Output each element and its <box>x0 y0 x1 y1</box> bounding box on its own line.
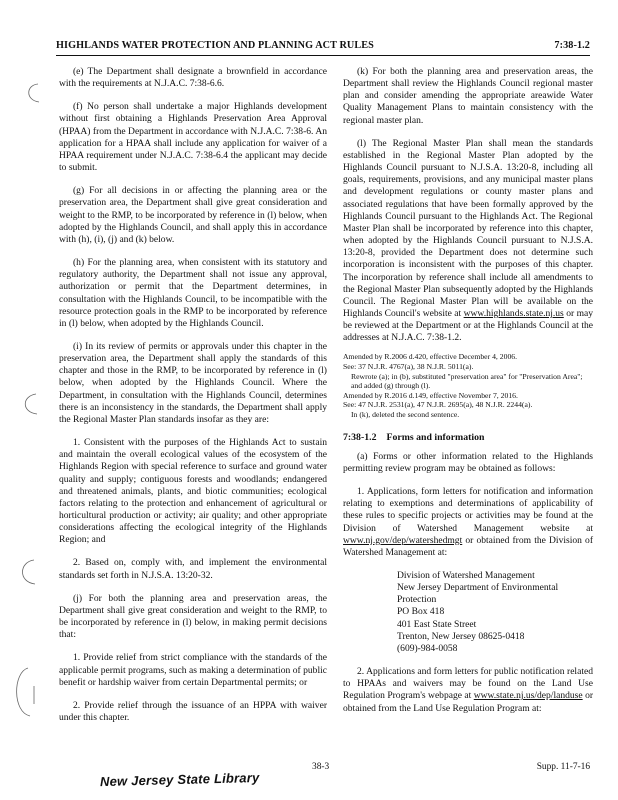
margin-mark-icon <box>14 558 38 586</box>
address-line: PO Box 418 <box>397 606 445 618</box>
right-column <box>343 66 593 726</box>
paragraph-a-2 <box>343 666 593 715</box>
history-line: See: 47 N.J.R. 2531(a), 47 N.J.R. 2695(a), 48 N.J.R. 2244(a). <box>343 400 533 410</box>
history-line: Amended by R.2016 d.149, effective November 7, 2016. <box>343 390 518 400</box>
margin-mark-icon <box>18 392 40 416</box>
paragraph-k: (k) For both the planning area and preservation areas, the Department shall review the Highlands Council regional master plan and consider amending the appropriate areawide Water Quality Management Plans to maintain consistency with the regional master plan. <box>343 66 593 126</box>
paragraph-l-end: or may be reviewed at the Department or at the Highlands Council at the addresses at N.J.A.C. 7:38-1.2. <box>343 307 594 344</box>
highlands-website-link[interactable]: www.highlands.state.nj.us <box>463 307 564 319</box>
section-heading-number: 7:38-1.2 <box>343 431 377 443</box>
history-line: In (k), deleted the second sentence. <box>351 410 460 419</box>
history-line: Amended by R.2006 d.420, effective December 4, 2006. <box>343 352 518 362</box>
paragraph-h: (h) For the planning area, when consistent with its statutory and regulatory authority, the Department shall not issue any approval, authorization or permit that the Department determines, in consultation with the Highlands Council, to be incompatible with the resource protection goals in the RMP to be incorporated by reference in (l) below, when adopted by the Highlands Council. <box>59 257 327 329</box>
section-heading-title: Forms and information <box>386 431 485 443</box>
paragraph-i-2: 2. Based on, comply with, and implement the environmental standards set forth in N.J.S.A. 13:20-32. <box>59 557 327 581</box>
division-address <box>397 570 593 655</box>
margin-mark-icon <box>22 82 42 104</box>
margin-mark-icon <box>8 664 38 720</box>
running-header <box>56 39 590 56</box>
header-title: HIGHLANDS WATER PROTECTION AND PLANNING ACT RULES <box>56 40 374 51</box>
amendment-history <box>343 352 593 419</box>
address-line: (609)-984-0058 <box>397 642 458 654</box>
paragraph-i-1: 1. Consistent with the purposes of the Highlands Act to sustain and maintain the overall ecological values of the ecosystem of the Highlands Region with special reference to surface and ground water quality and supply; contiguous forests and woodlands; endangered and threatened animals, plants, and biotic communities; ecological factors relating to the protection and enhancement of agricultural or horticultural production or activity; air quality; and other appropriate considerations affecting the ecological integrity of the Highlands Region; and <box>59 437 327 546</box>
address-line: 401 East State Street <box>397 618 477 630</box>
paragraph-a-1 <box>343 486 593 559</box>
page-number: 38-3 <box>312 762 330 772</box>
history-line: Rewrote (a); in (b), substituted "preservation area" for "Preservation Area"; and added (g) through (l). <box>351 371 583 391</box>
paragraph-a-1-text: 1. Applications, form letters for notification and information relating to exemptions and determinations of applicability of these rules to specific projects or activities may be found at the Division of Watershed Management website at <box>343 486 593 534</box>
supplement-date: Supp. 11-7-16 <box>536 762 590 772</box>
watershed-website-link[interactable]: www.nj.gov/dep/watershedmgt <box>343 534 463 546</box>
paragraph-e: (e) The Department shall designate a brownfield in accordance with the requirements at N.J.A.C. 7:38-6.6. <box>59 66 327 90</box>
header-section-number: 7:38-1.2 <box>554 40 590 51</box>
left-column <box>59 66 327 735</box>
paragraph-a-2-text: 2. Applications and form letters for public notification related to HPAAs and waivers may be found on the Land Use Regulation Program's webpage at <box>343 666 593 702</box>
paragraph-j: (j) For both the planning area and preservation areas, the Department shall give great consideration and weight to the RMP, to be incorporated by reference in (l) below, in making permit decisions that: <box>59 592 327 641</box>
paragraph-a-2-end: or obtained from the Land Use Regulation Program at: <box>343 690 594 714</box>
paragraph-g: (g) For all decisions in or affecting the planning area or the preservation area, the Department shall give great consideration and weight to the RMP, to be incorporated by reference in (l) below, when adopted by the Highlands Council, and shall apply this in accordance with (h), (i), (j) and (k) below. <box>59 185 327 245</box>
paragraph-a: (a) Forms or other information related to the Highlands permitting review program may be obtained as follows: <box>343 450 593 474</box>
landuse-website-link[interactable]: www.state.nj.us/dep/landuse <box>473 690 583 702</box>
paragraph-j-2: 2. Provide relief through the issuance of an HPPA with waiver under this chapter. <box>59 699 327 724</box>
paragraph-l-text: (l) The Regional Master Plan shall mean the standards established in the Regional Master Plan adopted by the Highlands Council pursuant to N.J.S.A. 13:20-8, including all goals, requirements, provisions, and any municipal master plans and development regulations or county master plans and associated regulations that have been formally approved by the Highlands Council pursuant to the Highlands Act. The Regional Master Plan shall be incorporated by reference into this chapter, when adopted by the Highlands Council pursuant to N.J.S.A. 13:20-8, provided the Department does not determine such incorporation is inconsistent with the purposes of this chapter. The incorporation by reference shall include all amendments to the Regional Master Plan subsequently adopted by the Highlands Council. The Regional Master Plan will be available on the Highlands Council's website at <box>343 137 593 319</box>
library-stamp: New Jersey State Library <box>99 769 260 790</box>
address-line: Division of Watershed Management <box>397 570 535 581</box>
address-line: Trenton, New Jersey 08625-0418 <box>397 630 525 642</box>
paragraph-j-1: 1. Provide relief from strict compliance with the standards of the applicable permit programs, such as making a determination of public benefit or hardship waiver from certain Departmental permits; or <box>59 652 327 688</box>
paragraph-i: (i) In its review of permits or approvals under this chapter in the preservation area, the Department shall apply the standards of this chapter and those in the RMP, to be incorporated by reference in (l) below, when adopted by the Highlands Council. Where the Department, in consultation with the Highlands Council, determines there is an inconsistency in the standards, the Department shall apply the Regional Master Plan standards insofar as they are: <box>59 340 327 425</box>
section-heading <box>343 432 593 444</box>
paragraph-f: (f) No person shall undertake a major Highlands development without first obtaining a Highlands Preservation Area Approval (HPAA) from the Department in accordance with N.J.A.C. 7:38-6. An application for a HPAA shall include any application for waiver of a HPAA requirement under N.J.A.C. 7:38-6.4 the applicant may decide to submit. <box>59 101 327 174</box>
address-line: New Jersey Department of Environmental Protection <box>397 582 559 606</box>
paragraph-l <box>343 138 593 345</box>
history-line: See: 37 N.J.R. 4767(a), 38 N.J.R. 5011(a). <box>343 362 474 372</box>
paragraph-a-1-end: or obtained from the Division of Watershed Management at: <box>343 534 594 558</box>
